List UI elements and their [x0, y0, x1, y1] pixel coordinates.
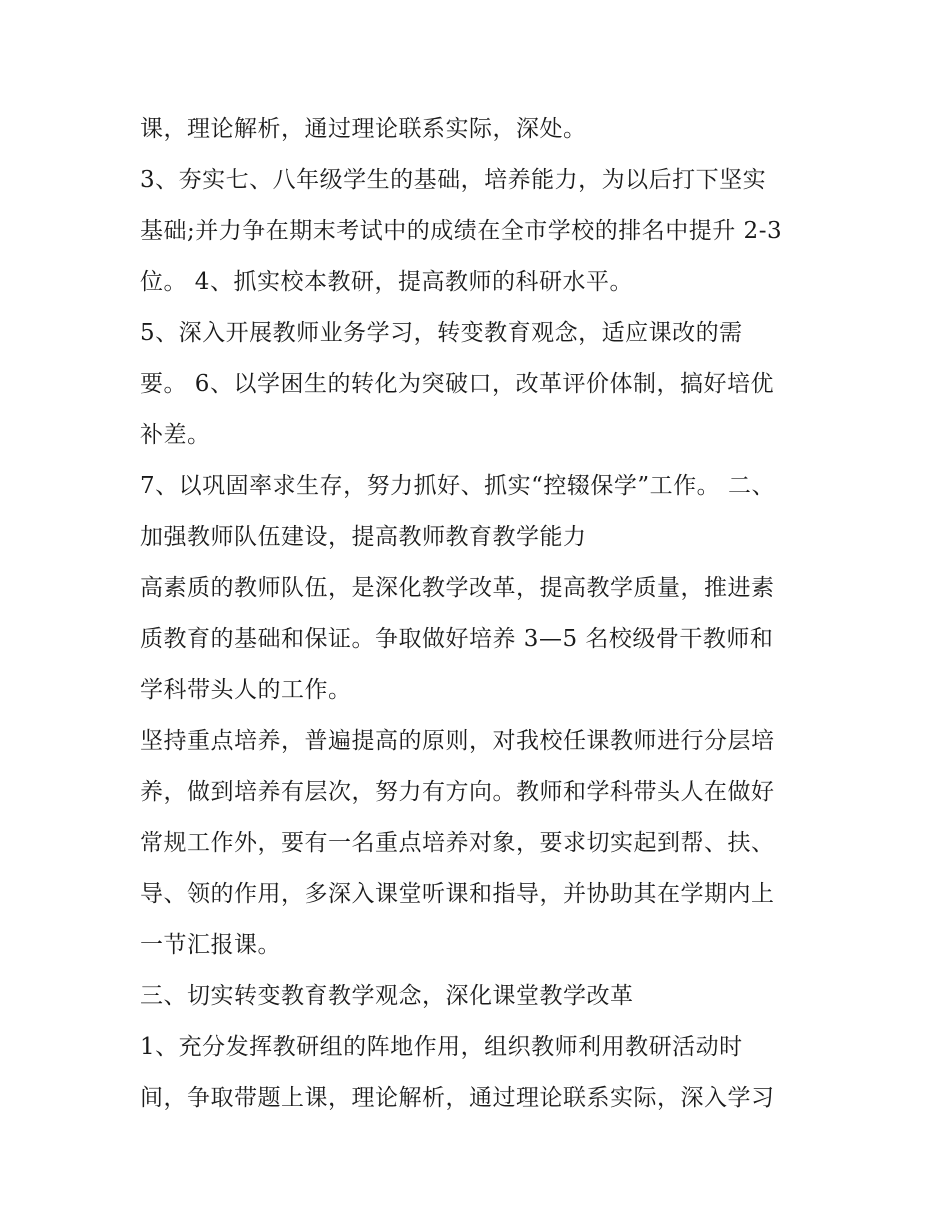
text-line: 学科带头人的工作。 [140, 677, 352, 703]
text-line: 一节汇报课。 [140, 932, 281, 958]
text-line: 课，理论解析，通过理论联系实际，深处。 [140, 116, 587, 142]
text-line: 养，做到培养有层次，努力有方向。教师和学科带头人在做好 [140, 779, 775, 805]
text-line: 位。 4、抓实校本教研，提高教师的科研水平。 [140, 269, 633, 295]
text-line: 7、以巩固率求生存，努力抓好、抓实“控辍保学”工作。 二、 [140, 473, 775, 499]
text-line: 1、充分发挥教研组的阵地作用，组织教师利用教研活动时 [140, 1034, 743, 1060]
text-line: 坚持重点培养，普遍提高的原则，对我校任课教师进行分层培 [140, 728, 775, 754]
text-line: 高素质的教师队伍，是深化教学改革，提高教学质量，推进素 [140, 575, 775, 601]
text-line: 常规工作外，要有一名重点培养对象，要求切实起到帮、扶、 [140, 830, 775, 856]
text-line: 质教育的基础和保证。争取做好培养 3—5 名校级骨干教师和 [140, 626, 774, 652]
document-body [140, 104, 820, 1124]
text-line: 间，争取带题上课，理论解析，通过理论联系实际，深入学习 [140, 1085, 775, 1111]
section-heading: 加强教师队伍建设，提高教师教育教学能力 [140, 524, 587, 550]
text-line: 补差。 [140, 422, 211, 448]
text-line: 导、领的作用，多深入课堂听课和指导，并协助其在学期内上 [140, 881, 775, 907]
text-line: 要。 6、以学困生的转化为突破口，改革评价体制，搞好培优 [140, 371, 774, 397]
section-heading: 三、切实转变教育教学观念，深化课堂教学改革 [140, 983, 634, 1009]
text-line: 基础;并力争在期末考试中的成绩在全市学校的排名中提升 2-3 [140, 218, 783, 244]
text-line: 5、深入开展教师业务学习，转变教育观念，适应课改的需 [140, 320, 743, 346]
text-line: 3、夯实七、八年级学生的基础，培养能力，为以后打下坚实 [140, 167, 767, 193]
